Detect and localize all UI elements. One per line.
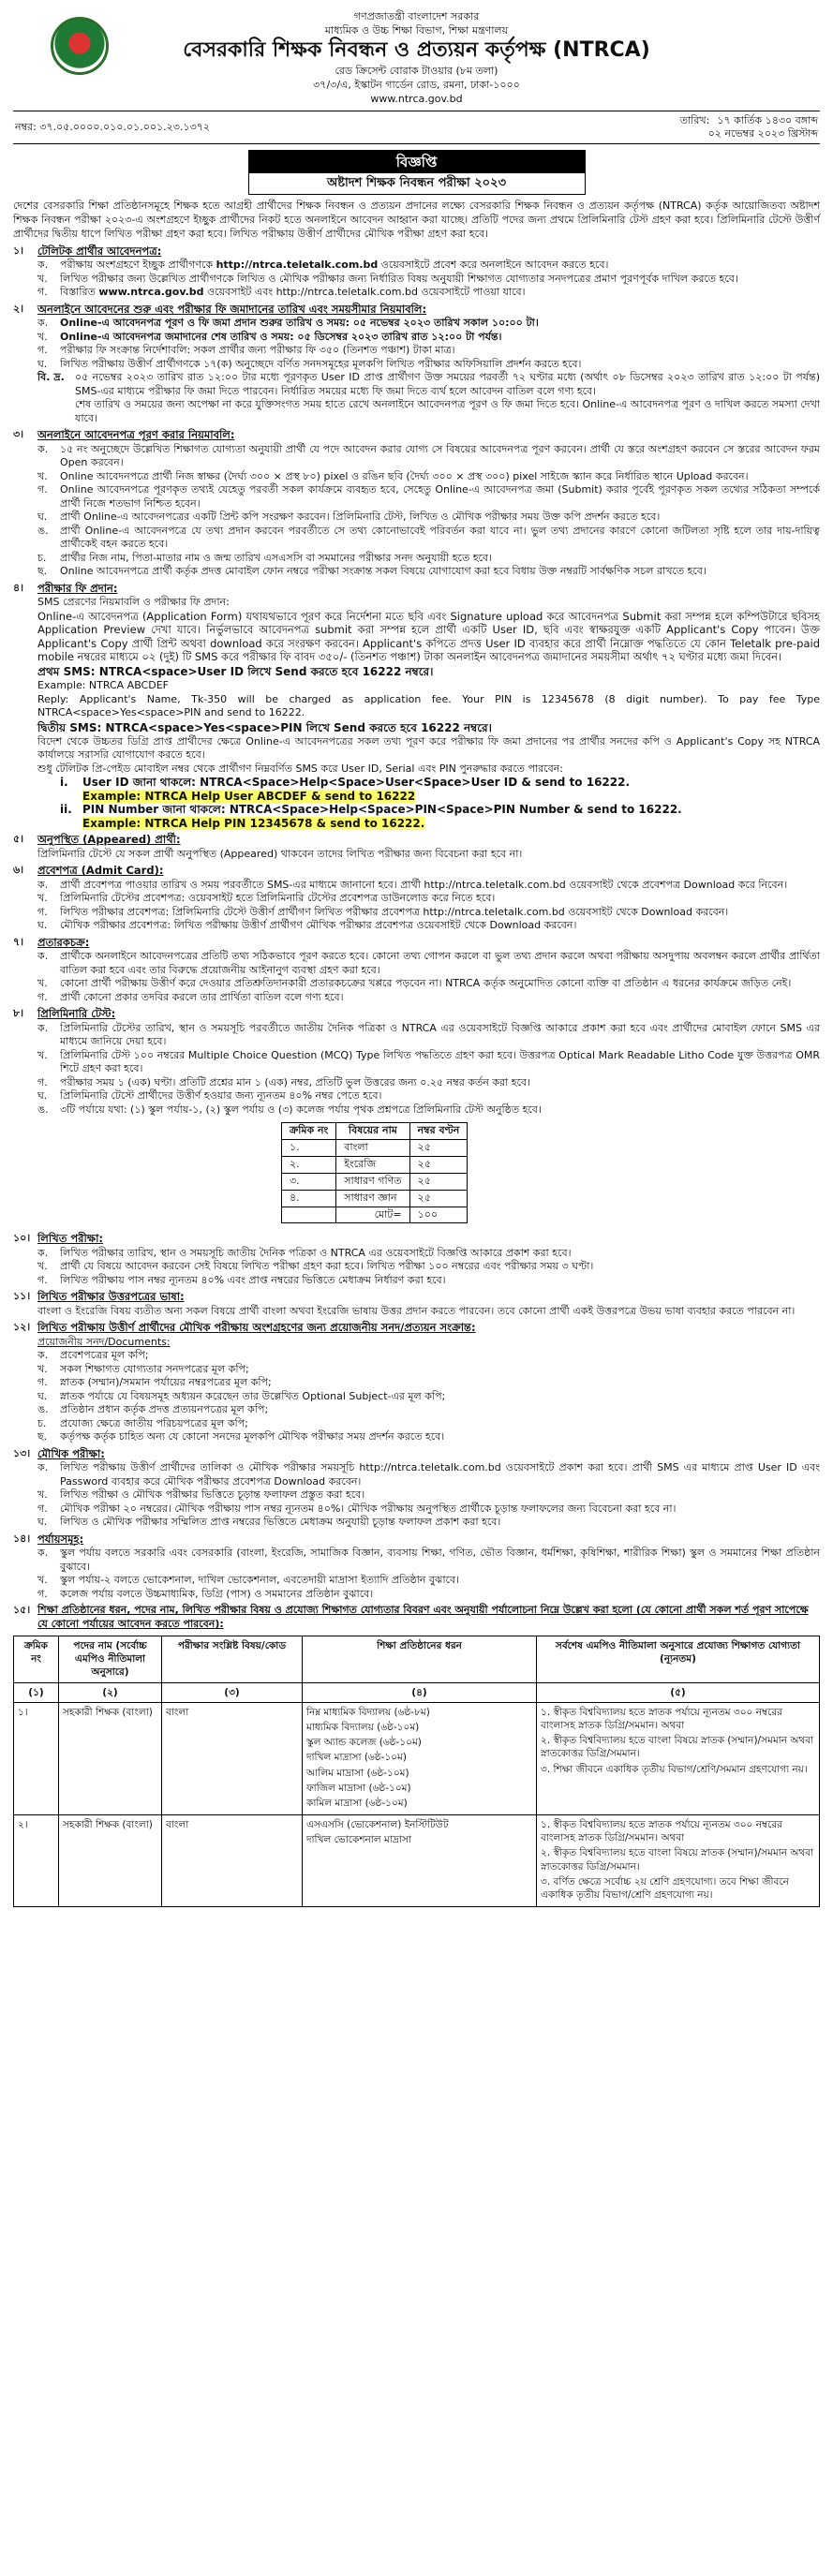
list-item: খ. লিখিত পরীক্ষা ও মৌখিক পরীক্ষার ভিত্তিতে চূড়ান্ত ফলাফল প্রস্তুত করা হবে। [37, 1488, 365, 1502]
section-heading: প্রবেশপত্র (Admit Card): [37, 864, 164, 878]
list-item: গ. পরীক্ষার সময় ১ (এক) ঘণ্টা। প্রতিটি প্রশ্নের মান ১ (এক) নম্বর, প্রতিটি ভুল উত্তরের জন্য ০.২৫ নম্বর কর্তন করা হবে। [37, 1075, 530, 1088]
sms-reply: Reply: Applicant's Name, Tk-350 will be charged as application fee. Your PIN is 12345678 (8 digit number). To pay fee Type NTRCA<space>Yes<space>PIN and send to 16222. [37, 692, 820, 719]
date-bangla: ১৭ কার্তিক ১৪৩০ বঙ্গাব্দ [717, 114, 818, 126]
section-8: ৮। প্রিলিমিনারি টেস্ট: ক. প্রিলিমিনারি টেস্টের তারিখ, স্থান ও সময়সূচি পরবর্তীতে জাতীয় দৈনিক পত্রিকা ও NTRCA এর ওয়েবসাইটে বিজ্ঞপ্তি আকারে প্রকাশ করা হবে এবং প্রার্থীদের মোবাইল ফোনে SMS এর মাধ্যমে জানিয়ে দেয়া হবে। খ. প্রিলিমিনারি টেস্ট ১০০ নম্বরের Multiple Choice Question (MCQ) Type লিখিত পদ্ধতিতে গ্রহণ করা হবে। উত্তরপত্র Optical Mark Readable Litho Code যুক্ত উত্তরপত্র OMR শিটে গ্রহণ করা হবে। গ. পরীক্ষার সময় ১ (এক) ঘণ্টা। প্রতিটি প্রশ্নের মান ১ (এক) নম্বর, প্রতিটি ভুল উত্তরের জন্য ০.২৫ নম্বর কর্তন করা হবে। ঘ. প্রিলিমিনারি টেস্টে প্রার্থীদের উত্তীর্ণ হওয়ার জন্য ন্যূনতম ৪০% নম্বর পেতে হবে। ঙ. ৩টি পর্যায়ে যথা: (১) স্কুল পর্যায়-১, (২) স্কুল পর্যায় ও (৩) কলেজ পর্যায় পৃথক প্রশ্নপত্রে প্রিলিমিনারি টেস্ট অনুষ্ঠিত হবে। ক্রমিক নং বিষয়ের নাম নম্বর বণ্টন ১. বাংলা ২৫ ২. ইংরেজি ২৫ ৩. সাধারণ গণিত ২৫ ৪. সাধারণ জ্ঞান ২৫ মোট= ১০০ [13, 1007, 820, 1229]
list-item: খ. কোনো প্রার্থী পরীক্ষায় উত্তীর্ণ করে দেওয়ার প্রতিশ্রুতিদানকারী প্রতারকচক্রের খপ্পরে পড়বেন না। NTRCA কর্তৃক অনুমোদিত কোনো ব্যক্তি বা প্রতিষ্ঠান এ ধরনের কার্যক্রমে জড়িত নেই। [37, 977, 792, 990]
list-item: খ. প্রার্থী যে বিষয়ে আবেদন করবেন সেই বিষয়ে লিখিত পরীক্ষা গ্রহণ করা হবে। লিখিত পরীক্ষা ১০০ নম্বরের এবং পরীক্ষার সময় ৩ ঘণ্টা। [37, 1260, 594, 1273]
sms-first: প্রথম SMS: NTRCA<space>User ID লিখে Send করতে হবে 16222 নম্বরে। [37, 664, 434, 678]
letterhead [13, 9, 820, 111]
list-item: গ. কলেজ পর্যায় বলতে উচ্চমাধ্যমিক, ডিগ্রি (পাস) ও সমমানের প্রতিষ্ঠান বুঝাবে। [37, 1587, 374, 1600]
memo-row [13, 111, 820, 144]
list-item: ঘ. স্নাতক পর্যায়ে যে বিষয়সমূহ অধ্যয়ন করেছেন তার উল্লেখিত Optional Subject-এর মূল কপি; [37, 1389, 446, 1402]
table-row: ১। সহকারী শিক্ষক (বাংলা) বাংলা নিম্ন মাধ্যমিক বিদ্যালয় (৬ষ্ঠ-৮ম) মাধ্যমিক বিদ্যালয় (৬ষ্ঠ-১০ম) স্কুল অ্যান্ড কলেজ (৬ষ্ঠ-১০ম) দাখিল মাদ্রাসা (৬ষ্ঠ-১০ম) আলিম মাদ্রাসা (৬ষ্ঠ-১০ম) ফাজিল মাদ্রাসা (৬ষ্ঠ-১০ম) কামিল মাদ্রাসা (৬ষ্ঠ-১০ম) ১. স্বীকৃত বিশ্ববিদ্যালয় হতে স্নাতক পর্যায়ে ন্যূনতম ৩০০ নম্বরের বাংলাসহ স্নাতক ডিগ্রি/সমমান। অথবা ২. স্বীকৃত বিশ্ববিদ্যালয় হতে বাংলা বিষয়ে স্নাতক (সম্মান)/সমমান অথবা স্নাতকোত্তর ডিগ্রি/সমমান। ৩. শিক্ষা জীবনে একাধিক তৃতীয় বিভাগ/শ্রেণি/সমমান গ্রহণযোগ্য নয়। [14, 1702, 820, 1814]
section-15: ১৫। শিক্ষা প্রতিষ্ঠানের ধরন, পদের নাম, লিখিত পরীক্ষার বিষয় ও প্রযোজ্য শিক্ষাগত যোগ্যতার বিবরণ এবং অনুযায়ী পর্যালোচনা নিম্নে উল্লেখ করা হলো (যে কোনো প্রার্থী সকল শর্ত পূরণ সাপেক্ষে যে কোনো পর্যায়ের আবেদন করতে পারবেন): [13, 1604, 820, 1632]
section-6: ৬। প্রবেশপত্র (Admit Card): ক. প্রার্থী প্রবেশপত্র পাওয়ার তারিখ ও সময় পরবর্তীতে SMS-এর মাধ্যমে জানানো হবে। প্রার্থী http://ntrca.teletalk.com.bd ওয়েবসাইট থেকে প্রবেশপত্র Download করে নিবেন। খ. প্রিলিমিনারি টেস্টের প্রবেশপত্র: ওয়েবসাইট হতে প্রিলিমিনারি টেস্টের প্রবেশপত্র ডাউনলোড করে নিতে হবে। গ. লিখিত পরীক্ষার প্রবেশপত্র: প্রিলিমিনারি টেস্টে উত্তীর্ণ প্রার্থীগণ লিখিত পরীক্ষার প্রবেশপত্র http://ntrca.teletalk.com.bd ওয়েবসাইট থেকে Download করবেন। ঘ. মৌখিক পরীক্ষার প্রবেশপত্র: লিখিত পরীক্ষায় উত্তীর্ণ প্রার্থীগণ মৌখিক পরীক্ষার প্রবেশপত্র ওয়েবসাইট থেকে Download করবেন। [13, 864, 820, 933]
list-item: ক. প্রার্থীকে অনলাইনে আবেদনপত্রের প্রতিটি তথ্য সঠিকভাবে পূরণ করতে হবে। কোনো তথ্য গোপন করলে বা ভুল তথ্য প্রদান করলে অথবা পরীক্ষায় অসদুপায় অবলম্বন করলে প্রার্থীর প্রার্থিতা বাতিল করা হবে এবং তার বিরুদ্ধে প্রয়োজনীয় আইনানুগ ব্যবস্থা গ্রহণ করা হবে। [37, 950, 820, 976]
list-item: ছ. Online আবেদনপত্রে প্রার্থী কর্তৃক প্রদত্ত মোবাইল ফোন নম্বরে পরীক্ষা সংক্রান্ত সকল বিষয়ে যোগাযোগ করা হবে বিধায় উক্ত নম্বরটি সার্বক্ষণিক সচল রাখতে হবে। [37, 565, 707, 578]
list-item: ছ. কর্তৃপক্ষ কর্তৃক চাহিত অন্য যে কোনো সনদের মূলকপি মৌখিক পরীক্ষার সময় প্রদর্শন করতে হবে। [37, 1430, 445, 1443]
header-govt: গণপ্রজাতন্ত্রী বাংলাদেশ সরকার [353, 10, 480, 22]
list-item: ক. লিখিত পরীক্ষায় উত্তীর্ণ প্রার্থীদের তালিকা ও মৌখিক পরীক্ষার সময়সূচি http://ntrca.teletalk.com.bd ওয়েবসাইটে প্রকাশ করা হবে। প্রার্থী SMS এর মাধ্যমে প্রাপ্ত User ID এবং Password ব্যবহার করে মৌখিক পরীক্ষার প্রবেশপত্র Download করবেন। [37, 1461, 820, 1488]
list-item: ঘ. মৌখিক পরীক্ষার প্রবেশপত্র: লিখিত পরীক্ষায় উত্তীর্ণ প্রার্থীগণ মৌখিক পরীক্ষার প্রবেশপত্র ওয়েবসাইট থেকে Download করবেন। [37, 919, 577, 932]
website-link[interactable]: www.ntrca.gov.bd [98, 286, 204, 299]
section-heading: অনুপস্থিত (Appeared) প্রার্থী: [37, 833, 181, 847]
list-item: ঙ. প্রার্থী Online-এ আবেদনপত্রে যে তথ্য প্রদান করবেন পরবর্তীতে সে তথ্য কোনোভাবেই পরিবর্তন করা যাবে না। ভুল তথ্য প্রদানের কারণে কোনো জটিলতা সৃষ্টি হলে তার দায়-দায়িত্ব প্রার্থীকেই বহন করতে হবে। [37, 524, 820, 551]
list-item: ক. ১৫ নং অনুচ্ছেদে উল্লেখিত শিক্ষাগত যোগ্যতা অনুযায়ী প্রার্থী যে পদে আবেদন করার যোগ্য সে বিষয়ের আবেদনপত্র পূরণ করবেন। প্রার্থী যে স্তরে অংশগ্রহণ করবেন সে স্তরের আবেদন ফরম Open করবেন। [37, 442, 820, 469]
section-1 [13, 244, 820, 300]
list-item: ক. প্রিলিমিনারি টেস্টের তারিখ, স্থান ও সময়সূচি পরবর্তীতে জাতীয় দৈনিক পত্রিকা ও NTRCA এর ওয়েবসাইটে বিজ্ঞপ্তি আকারে প্রকাশ করা হবে এবং প্রার্থীদের মোবাইল ফোনে SMS এর মাধ্যমে জানিয়ে দেয়া হবে। [37, 1021, 820, 1048]
table-total-row: মোট= ১০০ [282, 1207, 468, 1223]
list-item: ক. Online-এ আবেদনপত্র পূরণ ও ফি জমা প্রদান শুরুর তারিখ ও সময়: ০৫ নভেম্বর ২০২৩ তারিখ সকাল ১০:০০ টা। [37, 317, 539, 330]
recover-pin-example: Example: NTRCA Help PIN 12345678 & send to 16222. [82, 816, 425, 830]
sms-second: দ্বিতীয় SMS: NTRCA<space>Yes<space>PIN লিখে Send করতে হবে 16222 নম্বরে। [37, 720, 492, 734]
list-item: খ. স্কুল পর্যায়-২ বলতে ভোকেশনাল, দাখিল ভোকেশনাল, এবতেদায়ী মাদ্রাসা ইত্যাদি প্রতিষ্ঠান বুঝাবে। [37, 1574, 459, 1587]
section-14: ১৪। পর্যায়সমূহ: ক. স্কুল পর্যায় বলতে সরকারি এবং বেসরকারি (বাংলা, ইংরেজি, সামাজিক বিজ্ঞান, ব্যবসায় শিক্ষা, গণিত, ভৌত বিজ্ঞান, ধর্মশিক্ষা, কৃষিশিক্ষা, শারীরিক শিক্ষা) স্কুল ও সমমানের শিক্ষা প্রতিষ্ঠান বুঝাবে। খ. স্কুল পর্যায়-২ বলতে ভোকেশনাল, দাখিল ভোকেশনাল, এবতেদায়ী মাদ্রাসা ইত্যাদি প্রতিষ্ঠান বুঝাবে। গ. কলেজ পর্যায় বলতে উচ্চমাধ্যমিক, ডিগ্রি (পাস) ও সমমানের প্রতিষ্ঠান বুঝাবে। [13, 1532, 820, 1600]
section-5: ৫। অনুপস্থিত (Appeared) প্রার্থী: প্রিলিমিনারি টেস্টে যে সকল প্রার্থী অনুপস্থিত (Appeared) থাকবেন তাদের লিখিত পরীক্ষার জন্য বিবেচনা করা হবে না। [13, 833, 820, 861]
section-heading: অনলাইনে আবেদনের শুরু এবং পরীক্ষার ফি জমাদানের তারিখ এবং সময়সীমার নিয়মাবলি: [37, 302, 427, 316]
recover-pin: ii. PIN Number জানা থাকলে: NTRCA<Space>Help<Space>PIN<Space>PIN Number & send to 16222. [60, 803, 682, 817]
section-number: ১। [13, 244, 24, 257]
list-item: ঘ. লিখিত ও মৌখিক পরীক্ষার সম্মিলিত প্রাপ্ত নম্বরের ভিত্তিতে মেধাক্রম অনুযায়ী চূড়ান্ত ফলাফল প্রকাশ করা হবে। [37, 1516, 501, 1529]
table-row: ৪. সাধারণ জ্ঞান ২৫ [282, 1190, 468, 1207]
table-colnum-row: (১) (২) (৩) (৪) (৫) [14, 1682, 820, 1702]
section-heading: প্রিলিমিনারি টেস্ট: [37, 1007, 116, 1021]
notice-title [248, 150, 586, 195]
list-item: গ. প্রার্থী কোনো প্রকার তদবির করলে তার প্রার্থিতা বাতিল বলে গণ্য হবে। [37, 990, 344, 1003]
list-item: খ. Online আবেদনপত্রে প্রার্থী নিজ স্বাক্ষর (দৈর্ঘ্য ৩০০ × প্রস্থ ৮০) pixel ও রঙিন ছবি (দৈর্ঘ্য ৩০০ × প্রস্থ ৩০০) pixel সাইজে স্ক্যান করে নির্ধারিত স্থানে Upload করবেন। [37, 469, 749, 482]
table-row: ২। সহকারী শিক্ষক (বাংলা) বাংলা এসএসসি (ভোকেশনাল) ইনস্টিটিউট দাখিল ভোকেশনাল মাদ্রাসা ১. স্বীকৃত বিশ্ববিদ্যালয় হতে স্নাতক পর্যায়ে ন্যূনতম ৩০০ নম্বরের বাংলাসহ স্নাতক ডিগ্রি/সমমান। অথবা ২. স্বীকৃত বিশ্ববিদ্যালয় হতে বাংলা বিষয়ে স্নাতক (সম্মান)/সমমান অথবা স্নাতকোত্তর ডিগ্রি/সমমান। ৩. বর্ণিত ক্ষেত্রে সর্বোচ্চ ২য় শ্রেণি গ্রহণযোগ্য। তবে শিক্ষা জীবনে একাধিক তৃতীয় বিভাগ/শ্রেণি গ্রহণযোগ্য নয়। [14, 1815, 820, 1907]
list-item: খ. Online-এ আবেদনপত্র জমাদানের শেষ তারিখ ও সময়: ০৫ ডিসেম্বর ২০২৩ তারিখ রাত ১২:০০ টা পর্যন্ত। [37, 330, 502, 343]
list-item: ক. প্রার্থী প্রবেশপত্র পাওয়ার তারিখ ও সময় পরবর্তীতে SMS-এর মাধ্যমে জানানো হবে। প্রার্থী http://ntrca.teletalk.com.bd ওয়েবসাইট থেকে প্রবেশপত্র Download করে নিবেন। [37, 878, 788, 891]
fee-paragraph: Online-এ আবেদনপত্র (Application Form) যথাযথভাবে পূরণ করে নির্দেশনা মতে ছবি এবং Signature upload করে আবেদনপত্র Submit করা সম্পন্ন হলে কম্পিউটারে ছবিসহ Application Preview দেখা যাবে। নির্ভুলভাবে আবেদনপত্র submit করা সম্পন্ন হলে প্রার্থী একটি User ID, ছবি এবং স্বাক্ষরযুক্ত একটি Applicant's Copy পাবেন। উক্ত Applicant's Copy প্রার্থী প্রিন্ট অথবা download করে সংরক্ষণ করবেন। Applicant's কপিতে প্রদত্ত User ID ব্যবহার করে প্রার্থী নিম্নোক্ত পদ্ধতিতে যে কোন Teletalk pre-paid mobile নম্বরের মাধ্যমে ০২ (দুই) টি SMS করে পরীক্ষার ফি বাবদ ৩৫০/- (তিনশত পঞ্চাশ) টাকা অনলাইন আবেদনপত্র জমাদানের সময়সীমা অর্থাৎ ৭২ ঘণ্টার মধ্যে জমা দিবেন। [37, 609, 820, 664]
section-heading: প্রতারকচক্র: [37, 935, 90, 949]
section-7: ৭। প্রতারকচক্র: ক. প্রার্থীকে অনলাইনে আবেদনপত্রের প্রতিটি তথ্য সঠিকভাবে পূরণ করতে হবে। কোনো তথ্য গোপন করলে বা ভুল তথ্য প্রদান করলে অথবা পরীক্ষায় অসদুপায় অবলম্বন করলে প্রার্থীর প্রার্থিতা বাতিল করা হবে এবং তার বিরুদ্ধে প্রয়োজনীয় আইনানুগ ব্যবস্থা গ্রহণ করা হবে। খ. কোনো প্রার্থী পরীক্ষায় উত্তীর্ণ করে দেওয়ার প্রতিশ্রুতিদানকারী প্রতারকচক্রের খপ্পরে পড়বেন না। NTRCA কর্তৃক অনুমোদিত কোনো ব্যক্তি বা প্রতিষ্ঠান এ ধরনের কার্যক্রমে জড়িত নেই। গ. প্রার্থী কোনো প্রকার তদবির করলে তার প্রার্থিতা বাতিল বলে গণ্য হবে। [13, 935, 820, 1003]
section-3: ৩। অনলাইনে আবেদনপত্র পূরণ করার নিয়মাবলি: ক. ১৫ নং অনুচ্ছেদে উল্লেখিত শিক্ষাগত যোগ্যতা অনুযায়ী প্রার্থী যে পদে আবেদন করার যোগ্য সে বিষয়ের আবেদনপত্র পূরণ করবেন। প্রার্থী যে স্তরে অংশগ্রহণ করবেন সে স্তরের আবেদন ফরম Open করবেন। খ. Online আবেদনপত্রে প্রার্থী নিজ স্বাক্ষর (দৈর্ঘ্য ৩০০ × প্রস্থ ৮০) pixel ও রঙিন ছবি (দৈর্ঘ্য ৩০০ × প্রস্থ ৩০০) pixel সাইজে স্ক্যান করে নির্ধারিত স্থানে Upload করবেন। গ. Online আবেদনপত্রে পূরণকৃত তথ্যই যেহেতু পরবর্তী সকল কার্যক্রমে ব্যবহৃত হবে, সেহেতু Online-এ আবেদনপত্র জমা (Submit) করার পূর্বেই পূরণকৃত সকল তথ্যের সঠিকতা সম্পর্কে প্রার্থী নিজে শতভাগ নিশ্চিত হবেন। ঘ. প্রার্থী Online-এ আবেদনপত্রের একটি প্রিন্ট কপি সংরক্ষণ করবেন। প্রিলিমিনারি টেস্ট, লিখিত ও মৌখিক পরীক্ষার সময় উক্ত কপি প্রদর্শন করতে হবে। ঙ. প্রার্থী Online-এ আবেদনপত্রে যে তথ্য প্রদান করবেন পরবর্তীতে সে তথ্য কোনোভাবেই পরিবর্তন করা যাবে না। ভুল তথ্য প্রদানের কারণে কোনো জটিলতা সৃষ্টি হলে তার দায়-দায়িত্ব প্রার্থীকেই বহন করতে হবে। চ. প্রার্থীর নিজ নাম, পিতা-মাতার নাম ও জন্ম তারিখ এসএসসি বা সমমানের পরীক্ষার সনদ অনুযায়ী হতে হবে। ছ. Online আবেদনপত্রে প্রার্থী কর্তৃক প্রদত্ত মোবাইল ফোন নম্বরে পরীক্ষা সংক্রান্ত সকল বিষয়ে যোগাযোগ করা হবে বিধায় উক্ত নম্বরটি সার্বক্ষণিক সচল রাখতে হবে। [13, 428, 820, 578]
qualification-table [13, 1636, 820, 1907]
section-heading: লিখিত পরীক্ষা: [37, 1232, 104, 1246]
section-11: ১১। লিখিত পরীক্ষার উত্তরপত্রের ভাষা: বাংলা ও ইংরেজি বিষয় ব্যতীত অন্য সকল বিষয়ে প্রার্থী বাংলা অথবা ইংরেজি ভাষায় উত্তর প্রদান করতে পারবেন। তবে কোনো প্রার্থী একই উত্তরপত্রে উভয় ভাষা ব্যবহার করতে পারবেন না। [13, 1290, 820, 1318]
list-item: ঘ. প্রার্থী Online-এ আবেদনপত্রের একটি প্রিন্ট কপি সংরক্ষণ করবেন। প্রিলিমিনারি টেস্ট, লিখিত ও মৌখিক পরীক্ষার সময় উক্ত কপি প্রদর্শন করতে হবে। [37, 511, 661, 524]
list-item: গ. বিস্তারিত www.ntrca.gov.bd ওয়েবসাইট এবং http://ntrca.teletalk.com.bd ওয়েবসাইটে পাওয়া যাবে। [37, 286, 526, 299]
government-seal-icon [51, 17, 109, 75]
list-item: খ. সকল শিক্ষাগত যোগ্যতার সনদপত্রের মূল কপি; [37, 1362, 249, 1375]
list-item: খ. লিখিত পরীক্ষার জন্য উল্লেখিত প্রার্থীগণকে লিখিত ও মৌখিক পরীক্ষার জন্য নির্ধারিত বিষয় অনুযায়ী শিক্ষাগত যোগ্যতার সনদপত্রের প্রমাণ পূরণপূর্বক দাখিল করতে হবে। [37, 272, 738, 285]
list-item: ক. পরীক্ষায় অংশগ্রহণে ইচ্ছুক প্রার্থীগণকে http://ntrca.teletalk.com.bd ওয়েবসাইটে প্রবেশ করে অনলাইনে আবেদন করতে হবে। [37, 259, 609, 272]
marks-table: ক্রমিক নং বিষয়ের নাম নম্বর বণ্টন ১. বাংলা ২৫ ২. ইংরেজি ২৫ ৩. সাধারণ গণিত ২৫ ৪. সাধারণ জ্ঞান ২৫ মোট= ১০০ [281, 1122, 468, 1223]
list-item: ঘ. প্রিলিমিনারি টেস্টে প্রার্থীদের উত্তীর্ণ হওয়ার জন্য ন্যূনতম ৪০% নম্বর পেতে হবে। [37, 1089, 382, 1103]
table-row: ১. বাংলা ২৫ [282, 1140, 468, 1157]
section-heading: টেলিটক প্রার্থীর আবেদনপত্র: [37, 244, 162, 258]
list-item: গ. মৌখিক পরীক্ষা ২০ নম্বরের। মৌখিক পরীক্ষায় পাস নম্বর ন্যূনতম ৪০%। মৌখিক পরীক্ষায় অনুপস্থিত প্রার্থীকে চূড়ান্ত ফলাফলের জন্য বিবেচনা করা হবে না। [37, 1502, 677, 1515]
list-item: গ. Online আবেদনপত্রে পূরণকৃত তথ্যই যেহেতু পরবর্তী সকল কার্যক্রমে ব্যবহৃত হবে, সেহেতু Online-এ আবেদনপত্র জমা (Submit) করার পূর্বেই পূরণকৃত সকল তথ্যের সঠিকতা সম্পর্কে প্রার্থী নিজে শতভাগ নিশ্চিত হবেন। [37, 483, 820, 510]
section-13: ১৩। মৌখিক পরীক্ষা: ক. লিখিত পরীক্ষায় উত্তীর্ণ প্রার্থীদের তালিকা ও মৌখিক পরীক্ষার সময়সূচি http://ntrca.teletalk.com.bd ওয়েবসাইটে প্রকাশ করা হবে। প্রার্থী SMS এর মাধ্যমে প্রাপ্ত User ID এবং Password ব্যবহার করে মৌখিক পরীক্ষার প্রবেশপত্র Download করবেন। খ. লিখিত পরীক্ষা ও মৌখিক পরীক্ষার ভিত্তিতে চূড়ান্ত ফলাফল প্রস্তুত করা হবে। গ. মৌখিক পরীক্ষা ২০ নম্বরের। মৌখিক পরীক্ষায় পাস নম্বর ন্যূনতম ৪০%। মৌখিক পরীক্ষায় অনুপস্থিত প্রার্থীকে চূড়ান্ত ফলাফলের জন্য বিবেচনা করা হবে না। ঘ. লিখিত ও মৌখিক পরীক্ষার সম্মিলিত প্রাপ্ত নম্বরের ভিত্তিতে মেধাক্রম অনুযায়ী চূড়ান্ত ফলাফল প্রকাশ করা হবে। [13, 1446, 820, 1529]
section-10: ১০। লিখিত পরীক্ষা: ক. লিখিত পরীক্ষার তারিখ, স্থান ও সময়সূচি জাতীয় দৈনিক পত্রিকা ও NTRCA এর ওয়েবসাইটে বিজ্ঞপ্তি আকারে প্রকাশ করা হবে। খ. প্রার্থী যে বিষয়ে আবেদন করবেন সেই বিষয়ে লিখিত পরীক্ষা গ্রহণ করা হবে। লিখিত পরীক্ষা ১০০ নম্বরের এবং পরীক্ষার সময় ৩ ঘণ্টা। গ. লিখিত পরীক্ষায় পাস নম্বর ন্যূনতম ৪০% এবং প্রাপ্ত নম্বরের ভিত্তিতে মেধাক্রম নির্ধারণ করা হবে। [13, 1232, 820, 1287]
date-label: তারিখ: [679, 114, 710, 126]
list-item: গ. লিখিত পরীক্ষার প্রবেশপত্র: প্রিলিমিনারি টেস্টে উত্তীর্ণ প্রার্থীগণ লিখিত পরীক্ষার প্রবেশপত্র http://ntrca.teletalk.com.bd ওয়েবসাইট থেকে Download করবেন। [37, 905, 729, 918]
list-item: খ. প্রিলিমিনারি টেস্ট ১০০ নম্বরের Multiple Choice Question (MCQ) Type লিখিত পদ্ধতিতে গ্রহণ করা হবে। উত্তরপত্র Optical Mark Readable Litho Code যুক্ত উত্তরপত্র OMR শিটে গ্রহণ করা হবে। [37, 1048, 820, 1075]
list-item: বি. দ্র. ০৫ নভেম্বর ২০২৩ তারিখ রাত ১২:০০ টার মধ্যে পূরণকৃত User ID প্রাপ্ত প্রার্থীগণ উক্ত সময়ের পরবর্তী ৭২ ঘণ্টার মধ্যে (অর্থাৎ ০৮ ডিসেম্বর ২০২৩ তারিখ রাত ১২:০০ টা পর্যন্ত) SMS-এর মাধ্যমে পরীক্ষার ফি জমা দিতে পারবেন। নির্ধারিত সময়ের মধ্যে ফি জমা দিতে ব্যর্থ হলে আবেদন বাতিল বলে গণ্য হবে। [37, 371, 820, 397]
list-item: ঘ. লিখিত পরীক্ষায় উত্তীর্ণ প্রার্থীগণকে ১৭(ক) অনুচ্ছেদে বর্ণিত সনদসমূহের মূলকপি লিখিত পরীক্ষার অফিসিয়ালি প্রদর্শন করতে হবে। [37, 357, 582, 370]
list-item: ঙ. ৩টি পর্যায়ে যথা: (১) স্কুল পর্যায়-১, (২) স্কুল পর্যায় ও (৩) কলেজ পর্যায় পৃথক প্রশ্নপত্রে প্রিলিমিনারি টেস্ট অনুষ্ঠিত হবে। [37, 1103, 542, 1116]
list-item: ক. লিখিত পরীক্ষার তারিখ, স্থান ও সময়সূচি জাতীয় দৈনিক পত্রিকা ও NTRCA এর ওয়েবসাইটে বিজ্ঞপ্তি আকারে প্রকাশ করা হবে। [37, 1246, 572, 1259]
list-item: গ. স্নাতক (সম্মান)/সমমান পর্যায়ের নম্বরপত্রের মূল কপি; [37, 1376, 272, 1389]
section-heading: লিখিত পরীক্ষায় উত্তীর্ণ প্রার্থীদের মৌখিক পরীক্ষায় অংশগ্রহণের জন্য প্রয়োজনীয় সনদ/প্রত্যয়ন সংক্রান্ত: [37, 1321, 476, 1335]
exam-heading: অষ্টাদশ শিক্ষক নিবন্ধন পরীক্ষা ২০২৩ [326, 176, 507, 191]
table-header-row: ক্রমিক নং পদের নাম (সর্বোচ্চ এমপিও নীতিমালা অনুসারে) পরীক্ষার সংশ্লিষ্ট বিষয়/কোড শিক্ষা প্রতিষ্ঠানের ধরন সর্বশেষ এমপিও নীতিমালা অনুসারে প্রযোজ্য শিক্ষাগত যোগ্যতা (ন্যূনতম) [14, 1636, 820, 1683]
table-row: ৩. সাধারণ গণিত ২৫ [282, 1173, 468, 1190]
section-heading: অনলাইনে আবেদনপত্র পূরণ করার নিয়মাবলি: [37, 428, 235, 442]
notice-heading: বিজ্ঞপ্তি [249, 151, 585, 173]
list-item: খ. প্রিলিমিনারি টেস্টের প্রবেশপত্র: ওয়েবসাইট হতে প্রিলিমিনারি টেস্টের প্রবেশপত্র ডাউনলোড করে নিতে হবে। [37, 892, 496, 905]
section-12: ১২। লিখিত পরীক্ষায় উত্তীর্ণ প্রার্থীদের মৌখিক পরীক্ষায় অংশগ্রহণের জন্য প্রয়োজনীয় সনদ/প্রত্যয়ন সংক্রান্ত: প্রয়োজনীয় সনদ/Documents: ক. প্রবেশপত্রের মূল কপি; খ. সকল শিক্ষাগত যোগ্যতার সনদপত্রের মূল কপি; গ. স্নাতক (সম্মান)/সমমান পর্যায়ের নম্বরপত্রের মূল কপি; ঘ. স্নাতক পর্যায়ে যে বিষয়সমূহ অধ্যয়ন করেছেন তার উল্লেখিত Optional Subject-এর মূল কপি; ঙ. প্রতিষ্ঠান প্রধান কর্তৃক প্রদত্ত প্রত্যয়নপত্রের মূল কপি; চ. প্রযোজ্য ক্ষেত্রে জাতীয় পরিচয়পত্রের মূল কপি; ছ. কর্তৃপক্ষ কর্তৃক চাহিত অন্য যে কোনো সনদের মূলকপি মৌখিক পরীক্ষার সময় প্রদর্শন করতে হবে। [13, 1321, 820, 1444]
section-2: ২। অনলাইনে আবেদনের শুরু এবং পরীক্ষার ফি জমাদানের তারিখ এবং সময়সীমার নিয়মাবলি: ক. Online-এ আবেদনপত্র পূরণ ও ফি জমা প্রদান শুরুর তারিখ ও সময়: ০৫ নভেম্বর ২০২৩ তারিখ সকাল ১০:০০ টা। খ. Online-এ আবেদনপত্র জমাদানের শেষ তারিখ ও সময়: ০৫ ডিসেম্বর ২০২৩ তারিখ রাত ১২:০০ টা পর্যন্ত। গ. পরীক্ষার ফি সংক্রান্ত নির্দেশাবলি: সকল প্রার্থীর জন্য পরীক্ষার ফি ৩৫০ (তিনশত পঞ্চাশ) টাকা মাত্র। ঘ. লিখিত পরীক্ষায় উত্তীর্ণ প্রার্থীগণকে ১৭(ক) অনুচ্ছেদে বর্ণিত সনদসমূহের মূলকপি লিখিত পরীক্ষার অফিসিয়ালি প্রদর্শন করতে হবে। বি. দ্র. ০৫ নভেম্বর ২০২৩ তারিখ রাত ১২:০০ টার মধ্যে পূরণকৃত User ID প্রাপ্ত প্রার্থীগণ উক্ত সময়ের পরবর্তী ৭২ ঘণ্টার মধ্যে (অর্থাৎ ০৮ ডিসেম্বর ২০২৩ তারিখ রাত ১২:০০ টা পর্যন্ত) SMS-এর মাধ্যমে পরীক্ষার ফি জমা দিতে পারবেন। নির্ধারিত সময়ের মধ্যে ফি জমা দিতে ব্যর্থ হলে আবেদন বাতিল বলে গণ্য হবে। শেষ তারিখ ও সময়ের জন্য অপেক্ষা না করে যুক্তিসংগত সময় হাতে রেখে অনলাইনে আবেদনপত্র পূরণ ও ফি জমা দিতে হবে। Online-এ আবেদনপত্র পূরণ ও দাখিল করতে সমস্যা দেখা যাবে। [13, 302, 820, 424]
recover-userid-example: Example: NTRCA Help User ABCDEF & send to 16222 [82, 789, 416, 803]
list-item: ক. প্রবেশপত্রের মূল কপি; [37, 1349, 149, 1362]
header-org: বেসরকারি শিক্ষক নিবন্ধন ও প্রত্যয়ন কর্তৃপক্ষ (NTRCA) [183, 38, 650, 62]
list-item: শেষ তারিখ ও সময়ের জন্য অপেক্ষা না করে যুক্তিসংগত সময় হাতে রেখে অনলাইনে আবেদনপত্র পূরণ ও ফি জমা দিতে হবে। Online-এ আবেদনপত্র পূরণ ও দাখিল করতে সমস্যা দেখা যাবে। [75, 398, 820, 424]
section-4: ৪। পরীক্ষার ফি প্রদান: SMS প্রেরণের নিয়মাবলি ও পরীক্ষার ফি প্রদান: Online-এ আবেদনপত্র (Application Form) যথাযথভাবে পূরণ করে নির্দেশনা মতে ছবি এবং Signature upload করে আবেদনপত্র Submit করা সম্পন্ন হলে কম্পিউটারে ছবিসহ Application Preview দেখা যাবে। নির্ভুলভাবে আবেদনপত্র submit করা সম্পন্ন হলে প্রার্থী একটি User ID, ছবি এবং স্বাক্ষরযুক্ত একটি Applicant's Copy পাবেন। উক্ত Applicant's Copy প্রার্থী প্রিন্ট অথবা download করে সংরক্ষণ করবেন। Applicant's কপিতে প্রদত্ত User ID ব্যবহার করে প্রার্থী নিম্নোক্ত পদ্ধতিতে যে কোন Teletalk pre-paid mobile নম্বরের মাধ্যমে ০২ (দুই) টি SMS করে পরীক্ষার ফি বাবদ ৩৫০/- (তিনশত পঞ্চাশ) টাকা অনলাইন আবেদনপত্র জমাদানের সময়সীমা অর্থাৎ ৭২ ঘণ্টার মধ্যে জমা দিবেন। প্রথম SMS: NTRCA<space>User ID লিখে Send করতে হবে 16222 নম্বরে। Example: NTRCA ABCDEF Reply: Applicant's Name, Tk-350 will be charged as application fee. Your PIN is 12345678 (8 digit number). To pay fee Type NTRCA<space>Yes<space>PIN and send to 16222. দ্বিতীয় SMS: NTRCA<space>Yes<space>PIN লিখে Send করতে হবে 16222 নম্বরে। বিদেশ থেকে উচ্চতর ডিগ্রি প্রাপ্ত প্রার্থীদের ক্ষেত্রে Online-এ আবেদনপত্রের সকল তথ্য পূরণ করে পরীক্ষার ফি জমা প্রদানের পর প্রার্থীর সনদের কপি ও Applicant's Copy সহ NTRCA কার্যালয়ে সরাসরি যোগাযোগ করতে হবে। শুধু টেলিটক প্রি-পেইড মোবাইল নম্বর থেকে প্রার্থীগণ নিম্নবর্ণিত SMS করে User ID, Serial এবং PIN পুনরুদ্ধার করতে পারবেন: i. User ID জানা থাকলে: NTRCA<Space>Help<Space>User<Space>User ID & send to 16222. Example: NTRCA Help User ABCDEF & send to 16222 ii. PIN Number জানা থাকলে: NTRCA<Space>Help<Space>PIN<Space>PIN Number & send to 16222. Example: NTRCA Help PIN 12345678 & send to 16222. [13, 581, 820, 830]
recover-userid: i. User ID জানা থাকলে: NTRCA<Space>Help<Space>User<Space>User ID & send to 16222. [60, 776, 631, 790]
table-row: ২. ইংরেজি ২৫ [282, 1156, 468, 1173]
memo-number: নম্বর: ৩৭.০৫.০০০০.০১০.০১.০০১.২৩.১৩৭২ [15, 120, 211, 133]
memo-dates [680, 114, 818, 141]
list-item: ঙ. প্রতিষ্ঠান প্রধান কর্তৃক প্রদত্ত প্রত্যয়নপত্রের মূল কপি; [37, 1403, 269, 1416]
header-address-2: ৩৭/৩/এ, ইস্কাটন গার্ডেন রোড, রমনা, ঢাকা-১০০০ [313, 79, 520, 91]
list-item: চ. প্রার্থীর নিজ নাম, পিতা-মাতার নাম ও জন্ম তারিখ এসএসসি বা সমমানের পরীক্ষার সনদ অনুযায়ী হতে হবে। [37, 551, 492, 564]
date-english: ০২ নভেম্বর ২০২৩ খ্রিস্টাব্দ [707, 127, 818, 140]
section-heading: পরীক্ষার ফি প্রদান: [37, 581, 118, 595]
header-address-1: রেড ক্রিসেন্ট বোরাক টাওয়ার (৮ম তলা) [335, 65, 498, 77]
section-heading: লিখিত পরীক্ষার উত্তরপত্রের ভাষা: [37, 1290, 185, 1304]
section-heading: শিক্ষা প্রতিষ্ঠানের ধরন, পদের নাম, লিখিত পরীক্ষার বিষয় ও প্রযোজ্য শিক্ষাগত যোগ্যতার বিবরণ এবং অনুযায়ী পর্যালোচনা নিম্নে উল্লেখ করা হলো (যে কোনো প্রার্থী সকল শর্ত পূরণ সাপেক্ষে যে কোনো পর্যায়ের আবেদন করতে পারবেন): [37, 1604, 809, 1631]
list-item: গ. পরীক্ষার ফি সংক্রান্ত নির্দেশাবলি: সকল প্রার্থীর জন্য পরীক্ষার ফি ৩৫০ (তিনশত পঞ্চাশ) টাকা মাত্র। [37, 344, 455, 357]
list-item: গ. লিখিত পরীক্ষায় পাস নম্বর ন্যূনতম ৪০% এবং প্রাপ্ত নম্বরের ভিত্তিতে মেধাক্রম নির্ধারণ করা হবে। [37, 1273, 446, 1286]
section-heading: মৌখিক পরীক্ষা: [37, 1446, 105, 1460]
list-item: ক. স্কুল পর্যায় বলতে সরকারি এবং বেসরকারি (বাংলা, ইংরেজি, সামাজিক বিজ্ঞান, ব্যবসায় শিক্ষা, গণিত, ভৌত বিজ্ঞান, ধর্মশিক্ষা, কৃষিশিক্ষা, শারীরিক শিক্ষা) স্কুল ও সমমানের শিক্ষা প্রতিষ্ঠান বুঝাবে। [37, 1547, 820, 1573]
section-heading: পর্যায়সমূহ: [37, 1532, 84, 1546]
list-item: চ. প্রযোজ্য ক্ষেত্রে জাতীয় পরিচয়পত্রের মূল কপি; [37, 1416, 248, 1429]
intro-paragraph: দেশের বেসরকারি শিক্ষা প্রতিষ্ঠানসমূহে শিক্ষক হতে আগ্রহী প্রার্থীদের শিক্ষক নিবন্ধন ও প্রত্যয়ন প্রদানের লক্ষ্যে বেসরকারি শিক্ষক নিবন্ধন ও প্রত্যয়ন কর্তৃপক্ষ (NTRCA) কর্তৃক আয়োজিতব্য অষ্টাদশ শিক্ষক নিবন্ধন পরীক্ষা ২০২৩-এ অংশগ্রহণে ইচ্ছুক প্রার্থীদের নিকট হতে অনলাইনে আবেদন আহ্বান করা যাচ্ছে। প্রতিটি পদের জন্য প্রথমে প্রিলিমিনারি টেস্ট গ্রহণ করা হবে। প্রিলিমিনারি টেস্টে উত্তীর্ণ প্রার্থীদের দ্বিতীয় ধাপে লিখিত পরীক্ষা গ্রহণ করা হবে। লিখিত পরীক্ষায় উত্তীর্ণ প্রার্থীদের মৌখিক পরীক্ষা গ্রহণ করা হবে। [13, 199, 820, 240]
header-ministry: মাধ্যমিক ও উচ্চ শিক্ষা বিভাগ, শিক্ষা মন্ত্রণালয় [324, 24, 509, 37]
header-website[interactable]: www.ntrca.gov.bd [370, 93, 463, 105]
apply-link[interactable]: http://ntrca.teletalk.com.bd [216, 259, 379, 272]
